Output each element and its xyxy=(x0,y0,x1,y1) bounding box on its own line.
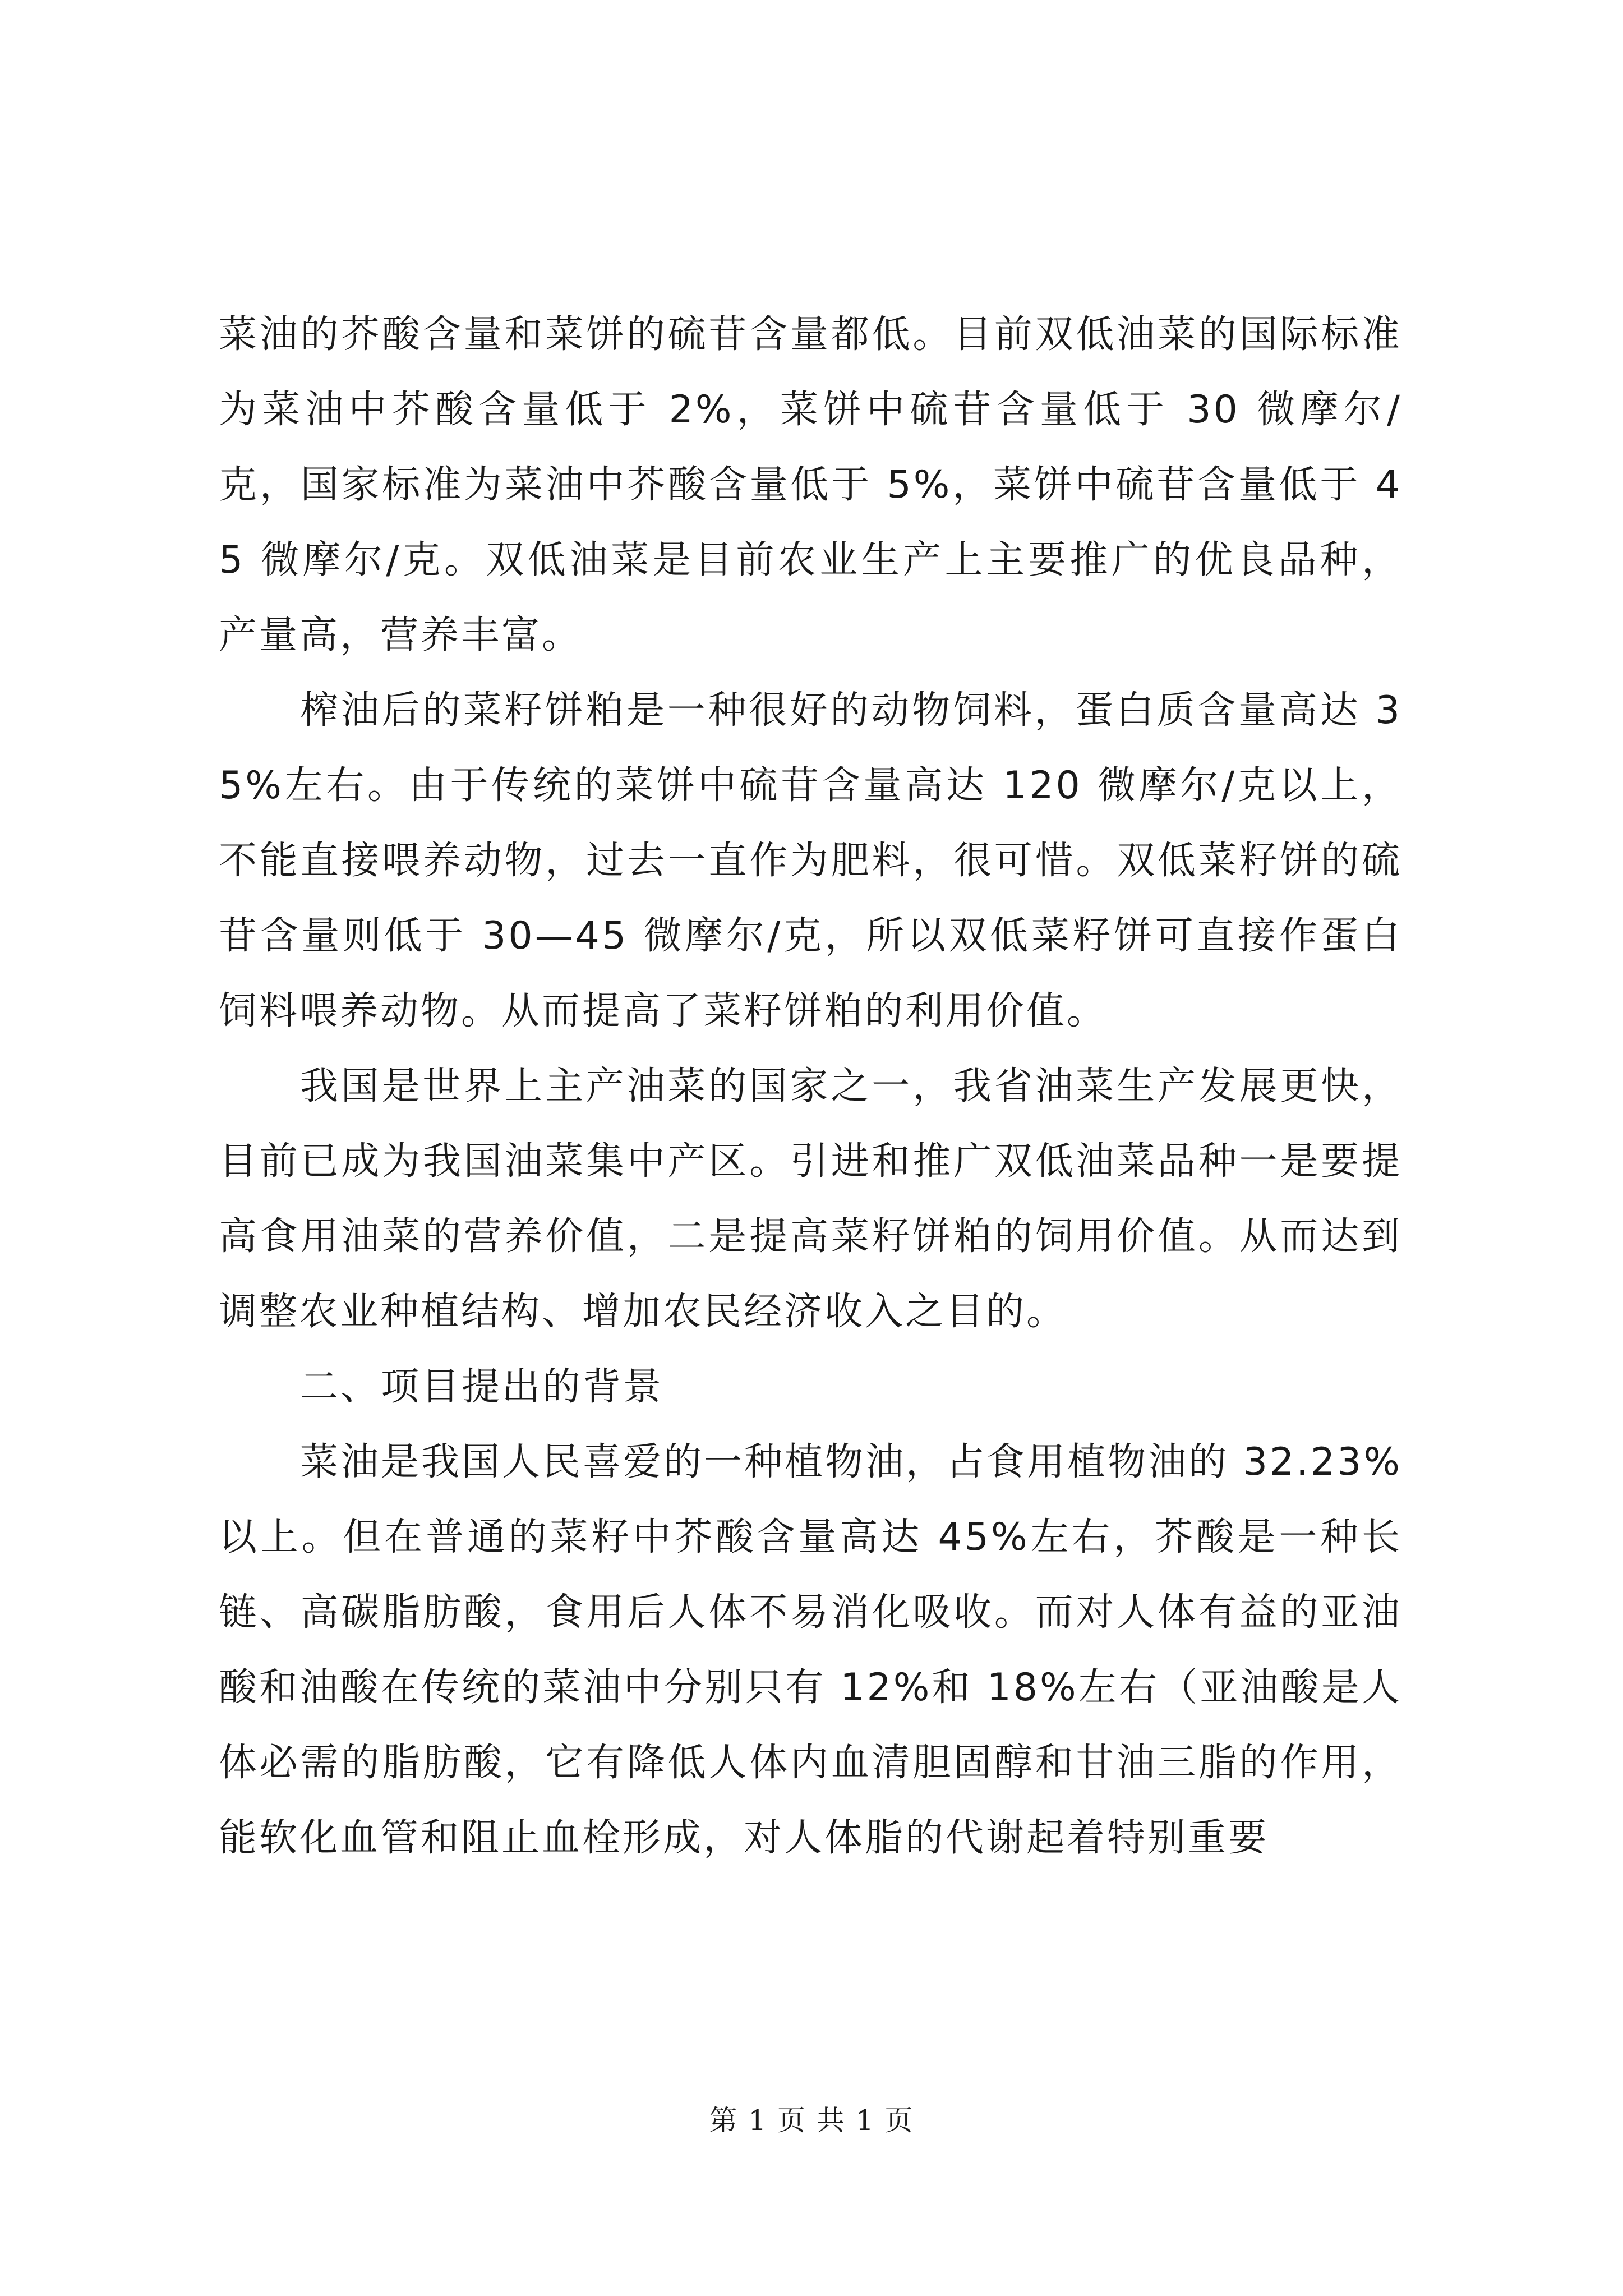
section-heading: 二、项目提出的背景 xyxy=(300,1365,664,1409)
paragraph-3: 我国是世界上主产油菜的国家之一，我省油菜生产发展更快，目前已成为我国油菜集中产区。引进和推广双低油菜品种一是要提高食用油菜的营养价值，二是提高菜籽饼粕的饲用价值。从而达到调整农业种植结构、增加农民经济收入之目的。 xyxy=(219,1064,1402,1334)
document-body xyxy=(219,297,1402,1876)
paragraph-2: 榨油后的菜籽饼粕是一种很好的动物饲料，蛋白质含量高达 35%左右。由于传统的菜饼中硫苷含量高达 120 微摩尔/克以上，不能直接喂养动物，过去一直作为肥料，很可惜。双低菜籽饼的硫苷含量则低于 30—45 微摩尔/克，所以双低菜籽饼可直接作蛋白饲料喂养动物。从而提高了菜籽饼粕的利用价值。 xyxy=(219,688,1402,1033)
paragraph-4: 菜油是我国人民喜爱的一种植物油，占食用植物油的 32.23%以上。但在普通的菜籽中芥酸含量高达 45%左右，芥酸是一种长链、高碳脂肪酸，食用后人体不易消化吸收。而对人体有益的亚油酸和油酸在传统的菜油中分别只有 12%和 18%左右（亚油酸是人体必需的脂肪酸，它有降低人体内血清胆固醇和甘油三脂的作用，能软化血管和阻止血栓形成，对人体脂的代谢起着特别重要 xyxy=(219,1440,1402,1860)
paragraph-1: 菜油的芥酸含量和菜饼的硫苷含量都低。目前双低油菜的国际标准为菜油中芥酸含量低于 2%，菜饼中硫苷含量低于 30 微摩尔/克，国家标准为菜油中芥酸含量低于 5%，菜饼中硫苷含量低于 45 微摩尔/克。双低油菜是目前农业生产上主要推广的优良品种，产量高，营养丰富。 xyxy=(219,312,1402,657)
page-footer: 第 1 页 共 1 页 xyxy=(709,2104,914,2137)
